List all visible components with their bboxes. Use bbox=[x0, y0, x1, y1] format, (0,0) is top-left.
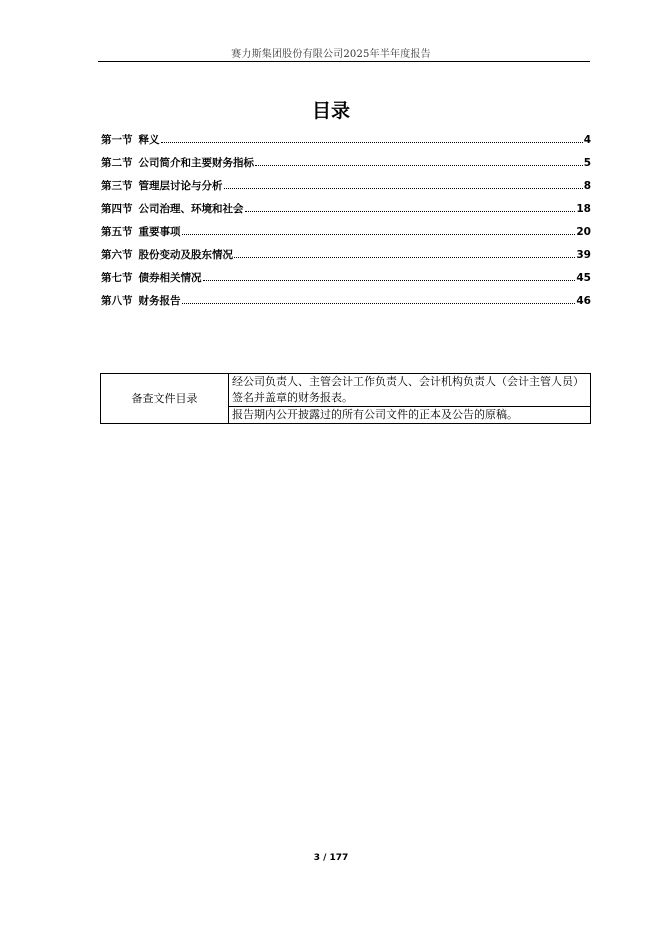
toc-page-number: 18 bbox=[576, 203, 591, 215]
toc-page-number: 46 bbox=[576, 295, 591, 307]
toc-leader bbox=[234, 256, 575, 258]
toc-section-number: 第二节 bbox=[101, 157, 133, 169]
reference-label-cell: 备查文件目录 bbox=[101, 374, 229, 424]
toc-section-name: 释义 bbox=[138, 134, 160, 146]
toc-entry[interactable] bbox=[101, 247, 591, 270]
toc-section-name: 公司简介和主要财务指标 bbox=[138, 157, 254, 169]
toc-section-number: 第五节 bbox=[101, 226, 133, 238]
toc-leader bbox=[182, 302, 576, 304]
toc-leader bbox=[182, 233, 576, 235]
toc-section-number: 第三节 bbox=[101, 180, 133, 192]
toc-page-number: 45 bbox=[576, 272, 591, 284]
toc-section-name: 财务报告 bbox=[138, 295, 181, 307]
toc-entry[interactable] bbox=[101, 270, 591, 293]
toc-section-number: 第八节 bbox=[101, 295, 133, 307]
toc-entry[interactable] bbox=[101, 201, 591, 224]
toc-leader bbox=[245, 210, 576, 212]
toc-title: 目录 bbox=[311, 100, 350, 122]
reference-documents-table bbox=[100, 373, 591, 424]
page-number: 3 / 177 bbox=[313, 853, 349, 863]
toc-section-number: 第四节 bbox=[101, 203, 133, 215]
toc-section-number: 第七节 bbox=[101, 272, 133, 284]
toc-leader bbox=[161, 141, 583, 143]
toc-section-name: 管理层讨论与分析 bbox=[138, 180, 223, 192]
toc-entry[interactable] bbox=[101, 178, 591, 201]
running-header: 赛力斯集团股份有限公司2025年半年度报告 bbox=[231, 49, 431, 60]
toc-entry[interactable] bbox=[101, 293, 591, 316]
header-rule bbox=[98, 61, 590, 62]
toc-section-name: 股份变动及股东情况 bbox=[138, 249, 233, 261]
toc-page-number: 20 bbox=[576, 226, 591, 238]
reference-item-cell: 经公司负责人、主管会计工作负责人、会计机构负责人（会计主管人员）签名并盖章的财务报表。 bbox=[229, 374, 591, 407]
toc-page-number: 39 bbox=[576, 249, 591, 261]
toc-leader bbox=[203, 279, 576, 281]
toc-section-number: 第一节 bbox=[101, 134, 133, 146]
toc-page-number: 5 bbox=[583, 157, 591, 169]
toc-leader bbox=[255, 164, 583, 166]
toc-page-number: 4 bbox=[583, 134, 591, 146]
toc-section-name: 公司治理、环境和社会 bbox=[138, 203, 244, 215]
table-row bbox=[101, 374, 591, 407]
reference-item-cell: 报告期内公开披露过的所有公司文件的正本及公告的原稿。 bbox=[229, 407, 591, 424]
table-of-contents bbox=[101, 132, 591, 316]
toc-leader bbox=[224, 187, 583, 189]
toc-page-number: 8 bbox=[583, 180, 591, 192]
toc-section-name: 重要事项 bbox=[138, 226, 181, 238]
toc-entry[interactable] bbox=[101, 132, 591, 155]
toc-entry[interactable] bbox=[101, 155, 591, 178]
toc-entry[interactable] bbox=[101, 224, 591, 247]
toc-section-name: 债券相关情况 bbox=[138, 272, 202, 284]
toc-section-number: 第六节 bbox=[101, 249, 133, 261]
